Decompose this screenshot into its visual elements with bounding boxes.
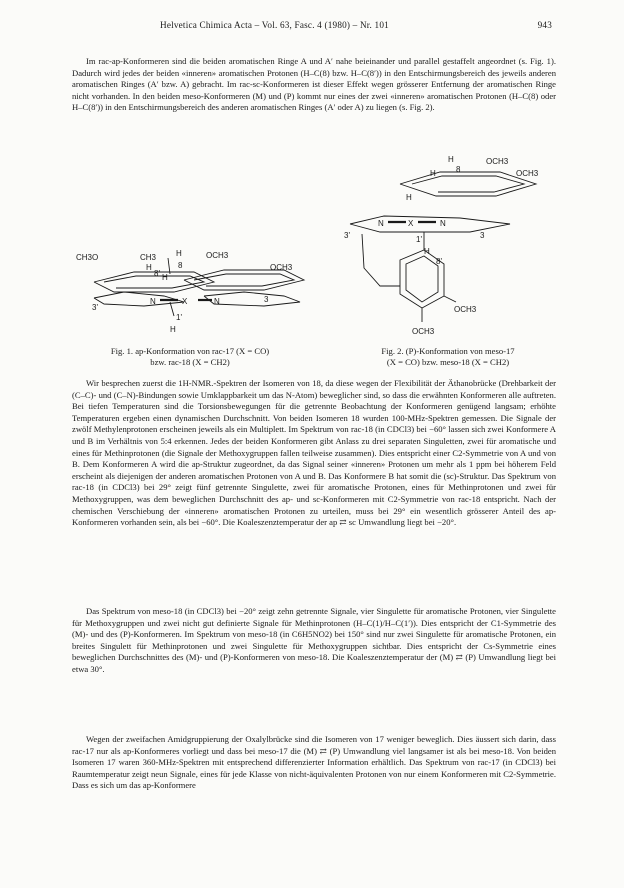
fig2-label-8: 8 <box>456 165 461 174</box>
fig1-label-8p: 8' <box>154 269 160 278</box>
fig1-label-3p: 3' <box>92 303 98 312</box>
figure-2 <box>340 150 560 350</box>
fig2-label-n-right: N <box>440 219 446 228</box>
fig1-ring-right <box>184 270 304 290</box>
fig2-label-och3-bottom: OCH3 <box>412 327 435 336</box>
page-number: 943 <box>537 20 552 30</box>
fig2-ring-bottom-inner <box>406 256 438 302</box>
fig2-label-x: X <box>408 219 414 228</box>
fig1-label-och3-right: OCH3 <box>270 263 293 272</box>
fig2-label-1p: 1' <box>416 235 422 244</box>
fig2-label-och3-topright: OCH3 <box>516 169 539 178</box>
fig2-label-h-below: H <box>406 193 412 202</box>
body-paragraph-3: Wegen der zweifachen Amidgruppierung der Oxalylbrücke sind die Isomeren von 17 weniger beweglich. Dies äussert sich darin, dass rac-17 nur als ap-Konformeres vorliegt und dass bei meso-17 die (M) ⇄ (P) Umwandlung viel langsamer ist als bei meso-18. Von beiden Isomeren 17 waren 360-MHz-Spektren mit entsprechend differenzierter Information erhältlich. Das Spektrum von rac-17 (in CDCl3) bei Raumtemperatur zeigt neun Signale, eines für jede Klasse von nicht-äquivalenten Protonen von nur einem Konformeren mit C2-Symmetrie. Dass es sich um das ap-Konformere <box>72 734 556 791</box>
fig2-label-och3-top: OCH3 <box>486 157 509 166</box>
fig1-label-3: 3 <box>264 295 269 304</box>
fig1-label-n-right: N <box>214 297 220 306</box>
body-paragraph-1: Wir besprechen zuerst die 1H-NMR.-Spektren der Isomeren von 18, da diese wegen der Flexibilität der Äthanobrücke (Drehbarkeit der (C–C)- und (C–N)-Bindungen sowie Umklappbarkeit um das N-Atom) beweglicher sind, so dass die erwähnten Konformeren alle auftreten. Bei tiefen Temperaturen sind die Torsionsbewegungen für die getrennte Beobachtung der Konformeren genügend langsam; erhöhte Temperaturen ergeben einen dynamischen Durchschnitt. Von beiden Isomeren 18 wurden 100-MHz-Spektren gemessen. Die Signale der zwölf Methylenprotonen erscheinen jeweils als ein Multiplett. Im Spektrum von rac-18 (in CDCl3) bei −60° lassen sich zwei Konformere A und B im Verhältnis von 5:4 erkennen. Jedes der beiden Konformeren gibt Anlass zu drei separaten Singuletten, zwei für aromatische und eines für Methinprotonen (die Signale der Methoxygruppen fallen teilweise zusammen). Dies entspricht einer C2-Symmetrie von A und von B. Dem Konformeren A wird die ap-Struktur zugeordnet, da das Signal seiner «inneren» Protonen um mehr als 1 ppm bei höherem Feld erscheint als diejenigen der anderen aromatischen Protonen von A und B. Das Konformere B hat somit die (sc)-Struktur. Das Spektrum von rac-18 (in CDCl3) bei 29° zeigt fünf getrennte Singulette, zwei für aromatische Protonen, eines für Methinprotonen und zwei für Methoxygruppen, was dem beweglichen Durchschnitt des ap- und sc-Konformeren mit C2-Symmetrie von rac-18 entspricht. Nach der chemischen Verschiebung der «inneren» aromatischen Protonen zu urteilen, muss bei 29° ein wesentlich grösserer Anteil des ap-Konformeren vorhanden sein, als bei −60°. Die Koaleszenztemperatur der ap ⇄ sc Umwandlung liegt bei −20°. <box>72 378 556 528</box>
body-paragraph-2: Das Spektrum von meso-18 (in CDCl3) bei −20° zeigt zehn getrennte Signale, vier Singulette für aromatische Protonen, vier Singulette für Methoxygruppen und zwei nicht gut definierte Signale für Methinprotonen (H–C(1)/H–C(1′)). Dies entspricht der C1-Symmetrie des (M)- und des (P)-Konformeren. Im Spektrum von meso-18 (in C6H5NO2) bei 150° sind nur zwei Singulette für aromatische Protonen, ein breites Singulett für Methinprotonen und zwei Singulette für Methoxygruppen sichtbar. Dies entspricht der Cs-Symmetrie eines beweglichen Durchschnittes des (M)- und (P)-Konformeren von meso-18. Die Koaleszenztemperatur der (M) ⇄ (P) Umwandlung liegt bei etwa 30°. <box>72 606 556 674</box>
figure-1-caption-line2: bzw. rac-18 (X = CH2) <box>150 357 230 367</box>
intro-paragraph: Im rac-ap-Konformeren sind die beiden aromatischen Ringe A und A′ nahe beieinander und parallel gestaffelt angeordnet (s. Fig. 1). Dadurch wird jedes der beiden «inneren» aromatischen Protonen (H–C(8) bzw. H–C(8′)) in den Entschirmungsbereich des jeweils anderen aromatischen Ringes (A′ bzw. A) gebracht. Im rac-sc-Konformeren ist dieser Effekt wegen grösserer Entfernung der aromatischen Ringe nicht vorhanden. In den beiden meso-Konformeren (M) und (P) kommt nur eines der zwei «inneren» aromatischen Protonen (H–C(8) oder H–C(8′)) in den Entschirmungsbereich des anderen aromatischen Ringes (A′ oder A) zu liegen (s. Fig. 2). <box>72 56 556 113</box>
fig1-label-h-left: H <box>146 263 152 272</box>
fig2-label-n-left: N <box>378 219 384 228</box>
fig2-hetero-top <box>350 216 510 232</box>
running-title: Helvetica Chimica Acta – Vol. 63, Fasc. 4 (1980) – Nr. 101 <box>160 20 389 30</box>
fig1-label-8: 8 <box>178 261 183 270</box>
fig2-label-h-ring: H <box>424 247 430 256</box>
fig1-label-och3-left: CH3O <box>76 253 99 262</box>
figure-2-caption-line2: (X = CO) bzw. meso-18 (X = CH2) <box>386 357 510 367</box>
fig1-label-1p: 1' <box>176 313 182 322</box>
figure-1-caption <box>72 346 308 368</box>
fig2-bond-och3 <box>444 296 456 302</box>
fig1-label-och3-mid: OCH3 <box>206 251 229 260</box>
figure-2-caption-line1: Fig. 2. (P)-Konformation von meso-17 <box>381 346 515 356</box>
fig1-label-h-top: H <box>176 249 182 258</box>
figure-2-caption <box>338 346 558 368</box>
fig2-ring-top-inner <box>412 176 524 192</box>
fig2-label-8p: 8' <box>436 257 442 266</box>
fig2-label-h-top: H <box>448 155 454 164</box>
fig2-label-h-left: H <box>430 169 436 178</box>
fig2-label-3: 3 <box>480 231 485 240</box>
fig2-chain <box>362 234 400 286</box>
fig1-label-h-bottom: H <box>170 325 176 334</box>
fig2-label-och3-ring: OCH3 <box>454 305 477 314</box>
fig1-label-x: X <box>182 297 188 306</box>
figure-1-structure <box>74 240 314 340</box>
figure-1 <box>74 240 314 340</box>
fig1-bond-h <box>170 302 174 316</box>
fig2-label-3p: 3' <box>344 231 350 240</box>
figure-2-structure <box>340 150 560 350</box>
fig1-label-h-mid: H <box>162 273 168 282</box>
figure-1-caption-line1: Fig. 1. ap-Konformation von rac-17 (X = CO) <box>110 346 270 356</box>
fig1-label-ch3: CH3 <box>140 253 157 262</box>
fig1-label-n-left: N <box>150 297 156 306</box>
